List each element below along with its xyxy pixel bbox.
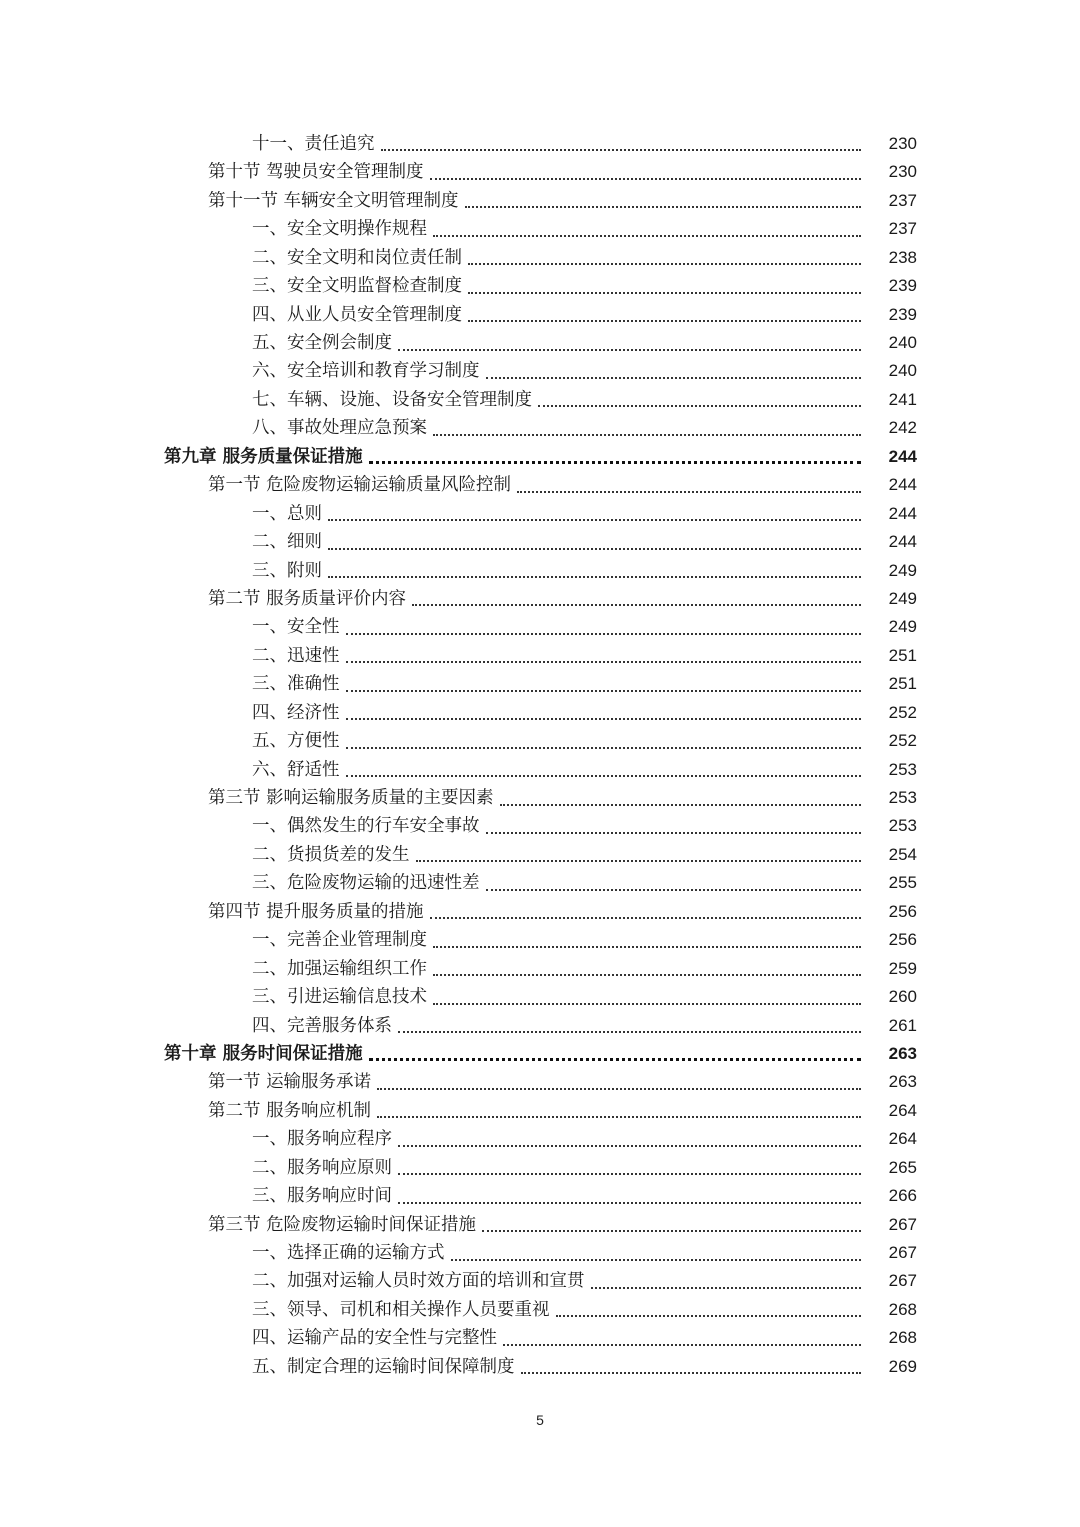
toc-entry-page-number: 244: [888, 475, 917, 495]
toc-section-entry[interactable]: [0, 898, 1080, 926]
dot-leader: [398, 1030, 861, 1033]
toc-subsection-entry[interactable]: [0, 727, 1080, 755]
toc-section-entry[interactable]: [0, 471, 1080, 499]
toc-chapter-entry[interactable]: [0, 1040, 1080, 1068]
toc-section-entry[interactable]: [0, 585, 1080, 613]
toc-entry-page-number: 252: [888, 731, 917, 751]
toc-entry-title: 八、事故处理应急预案: [252, 418, 427, 439]
toc-entry-title: 三、危险废物运输的迅速性差: [252, 873, 480, 894]
dot-leader: [377, 1115, 861, 1118]
toc-entry-page-number: 251: [888, 645, 917, 665]
toc-entry-title: 三、附则: [252, 560, 322, 581]
toc-entry-page-number: 265: [888, 1157, 917, 1177]
toc-section-entry[interactable]: [0, 158, 1080, 186]
dot-leader: [346, 717, 862, 720]
toc-entry-title: 二、迅速性: [252, 645, 340, 666]
toc-entry-title: 第一节 运输服务承诺: [208, 1072, 372, 1093]
dot-leader: [538, 404, 861, 407]
toc-entry-page-number: 249: [888, 588, 917, 608]
toc-entry-page-number: 230: [888, 162, 917, 182]
toc-subsection-entry[interactable]: [0, 955, 1080, 983]
dot-leader: [377, 1087, 861, 1090]
toc-entry-page-number: 267: [888, 1243, 917, 1263]
toc-subsection-entry[interactable]: [0, 1296, 1080, 1324]
toc-section-entry[interactable]: [0, 1097, 1080, 1125]
toc-entry-title: 第二节 服务响应机制: [208, 1100, 372, 1121]
toc-subsection-entry[interactable]: [0, 130, 1080, 158]
dot-leader: [433, 234, 861, 237]
toc-entry-title: 第十一节 车辆安全文明管理制度: [208, 190, 459, 211]
toc-subsection-entry[interactable]: [0, 1125, 1080, 1153]
toc-entry-page-number: 237: [888, 190, 917, 210]
toc-entry-title: 三、服务响应时间: [252, 1186, 392, 1207]
toc-entry-page-number: 269: [888, 1356, 917, 1376]
toc-subsection-entry[interactable]: [0, 528, 1080, 556]
toc-entry-page-number: 244: [888, 503, 917, 523]
toc-subsection-entry[interactable]: [0, 329, 1080, 357]
toc-entry-title: 四、运输产品的安全性与完整性: [252, 1328, 497, 1349]
toc-subsection-entry[interactable]: [0, 1012, 1080, 1040]
toc-entry-title: 一、选择正确的运输方式: [252, 1243, 445, 1264]
toc-subsection-entry[interactable]: [0, 642, 1080, 670]
toc-entry-title: 二、细则: [252, 532, 322, 553]
dot-leader: [369, 1057, 861, 1061]
toc-subsection-entry[interactable]: [0, 1239, 1080, 1267]
dot-leader: [328, 518, 861, 521]
toc-entry-title: 三、引进运输信息技术: [252, 987, 427, 1008]
toc-entry-title: 一、安全性: [252, 617, 340, 638]
toc-subsection-entry[interactable]: [0, 215, 1080, 243]
toc-entry-page-number: 263: [888, 1043, 917, 1063]
toc-subsection-entry[interactable]: [0, 983, 1080, 1011]
toc-entry-title: 五、方便性: [252, 731, 340, 752]
toc-entry-page-number: 239: [888, 276, 917, 296]
toc-subsection-entry[interactable]: [0, 272, 1080, 300]
toc-entry-title: 十一、责任追究: [252, 133, 375, 154]
toc-entry-page-number: 268: [888, 1299, 917, 1319]
toc-entry-page-number: 249: [888, 617, 917, 637]
dot-leader: [346, 632, 862, 635]
toc-entry-page-number: 261: [888, 1015, 917, 1035]
dot-leader: [398, 348, 861, 351]
dot-leader: [328, 575, 861, 578]
page-number: 5: [536, 1412, 544, 1428]
dot-leader: [556, 1314, 862, 1317]
dot-leader: [433, 433, 861, 436]
dot-leader: [398, 1172, 861, 1175]
dot-leader: [346, 746, 862, 749]
toc-entry-page-number: 237: [888, 219, 917, 239]
toc-section-entry[interactable]: [0, 1211, 1080, 1239]
dot-leader: [346, 660, 862, 663]
toc-entry-title: 一、服务响应程序: [252, 1129, 392, 1150]
dot-leader: [451, 1258, 862, 1261]
toc-entry-title: 三、安全文明监督检查制度: [252, 276, 462, 297]
dot-leader: [465, 205, 861, 208]
dot-leader: [398, 1201, 861, 1204]
toc-entry-page-number: 251: [888, 674, 917, 694]
dot-leader: [381, 148, 862, 151]
toc-subsection-entry[interactable]: [0, 500, 1080, 528]
toc-entry-page-number: 240: [888, 333, 917, 353]
dot-leader: [500, 803, 861, 806]
toc-entry-title: 六、安全培训和教育学习制度: [252, 361, 480, 382]
toc-entry-title: 四、完善服务体系: [252, 1015, 392, 1036]
toc-entry-title: 七、车辆、设施、设备安全管理制度: [252, 389, 532, 410]
dot-leader: [346, 689, 862, 692]
dot-leader: [346, 774, 862, 777]
toc-entry-title: 四、从业人员安全管理制度: [252, 304, 462, 325]
toc-entry-page-number: 244: [888, 446, 917, 466]
toc-subsection-entry[interactable]: [0, 670, 1080, 698]
toc-entry-page-number: 230: [888, 133, 917, 153]
toc-entry-title: 第九章 服务质量保证措施: [164, 446, 363, 467]
toc-entry-title: 二、货损货差的发生: [252, 844, 410, 865]
toc-subsection-entry[interactable]: [0, 414, 1080, 442]
dot-leader: [398, 1144, 861, 1147]
toc-subsection-entry[interactable]: [0, 756, 1080, 784]
toc-subsection-entry[interactable]: [0, 613, 1080, 641]
toc-entry-page-number: 256: [888, 901, 917, 921]
toc-entry-page-number: 256: [888, 930, 917, 950]
dot-leader: [521, 1371, 862, 1374]
toc-entry-page-number: 240: [888, 361, 917, 381]
dot-leader: [486, 376, 862, 379]
toc-chapter-entry[interactable]: [0, 443, 1080, 471]
toc-subsection-entry[interactable]: [0, 1268, 1080, 1296]
toc-entry-page-number: 264: [888, 1100, 917, 1120]
toc-section-entry[interactable]: [0, 1068, 1080, 1096]
toc-subsection-entry[interactable]: [0, 869, 1080, 897]
dot-leader: [328, 547, 861, 550]
toc-entry-page-number: 242: [888, 418, 917, 438]
dot-leader: [591, 1286, 862, 1289]
toc-entry-page-number: 244: [888, 532, 917, 552]
toc-entry-page-number: 253: [888, 759, 917, 779]
toc-subsection-entry[interactable]: [0, 926, 1080, 954]
toc-subsection-entry[interactable]: [0, 1324, 1080, 1352]
dot-leader: [468, 319, 861, 322]
toc-subsection-entry[interactable]: [0, 1182, 1080, 1210]
toc-entry-page-number: 259: [888, 958, 917, 978]
toc-subsection-entry[interactable]: [0, 244, 1080, 272]
toc-entry-page-number: 266: [888, 1186, 917, 1206]
dot-leader: [412, 603, 861, 606]
toc-entry-title: 五、安全例会制度: [252, 333, 392, 354]
toc-section-entry[interactable]: [0, 187, 1080, 215]
toc-subsection-entry[interactable]: [0, 841, 1080, 869]
toc-entry-title: 五、制定合理的运输时间保障制度: [252, 1356, 515, 1377]
toc-entry-title: 一、安全文明操作规程: [252, 219, 427, 240]
dot-leader: [430, 916, 861, 919]
dot-leader: [433, 1002, 861, 1005]
dot-leader: [369, 460, 861, 464]
dot-leader: [482, 1229, 861, 1232]
toc-entry-title: 四、经济性: [252, 702, 340, 723]
toc-entry-page-number: 267: [888, 1214, 917, 1234]
toc-entry-title: 三、准确性: [252, 674, 340, 695]
toc-entry-page-number: 241: [888, 389, 917, 409]
table-of-contents: [0, 130, 1080, 1381]
dot-leader: [468, 291, 861, 294]
toc-entry-page-number: 254: [888, 844, 917, 864]
toc-entry-page-number: 260: [888, 987, 917, 1007]
toc-entry-page-number: 268: [888, 1328, 917, 1348]
toc-entry-title: 第三节 影响运输服务质量的主要因素: [208, 788, 494, 809]
toc-entry-page-number: 239: [888, 304, 917, 324]
toc-entry-title: 二、加强运输组织工作: [252, 958, 427, 979]
dot-leader: [416, 859, 862, 862]
dot-leader: [433, 973, 861, 976]
dot-leader: [486, 888, 862, 891]
toc-entry-page-number: 253: [888, 788, 917, 808]
toc-entry-title: 六、舒适性: [252, 759, 340, 780]
toc-entry-title: 第四节 提升服务质量的措施: [208, 901, 424, 922]
toc-entry-title: 一、偶然发生的行车安全事故: [252, 816, 480, 837]
toc-subsection-entry[interactable]: [0, 386, 1080, 414]
toc-subsection-entry[interactable]: [0, 699, 1080, 727]
toc-subsection-entry[interactable]: [0, 813, 1080, 841]
toc-entry-page-number: 264: [888, 1129, 917, 1149]
dot-leader: [468, 262, 861, 265]
toc-entry-title: 第三节 危险废物运输时间保证措施: [208, 1214, 477, 1235]
toc-subsection-entry[interactable]: [0, 1154, 1080, 1182]
toc-subsection-entry[interactable]: [0, 301, 1080, 329]
dot-leader: [517, 490, 861, 493]
toc-entry-title: 二、加强对运输人员时效方面的培训和宣贯: [252, 1271, 585, 1292]
dot-leader: [486, 831, 862, 834]
toc-entry-page-number: 255: [888, 873, 917, 893]
toc-entry-page-number: 249: [888, 560, 917, 580]
toc-subsection-entry[interactable]: [0, 557, 1080, 585]
toc-entry-title: 第十节 驾驶员安全管理制度: [208, 162, 424, 183]
toc-entry-title: 第十章 服务时间保证措施: [164, 1043, 363, 1064]
toc-entry-title: 第二节 服务质量评价内容: [208, 588, 407, 609]
toc-entry-title: 一、总则: [252, 503, 322, 524]
toc-entry-page-number: 263: [888, 1072, 917, 1092]
toc-entry-title: 第一节 危险废物运输运输质量风险控制: [208, 475, 512, 496]
dot-leader: [503, 1343, 861, 1346]
toc-entry-page-number: 252: [888, 702, 917, 722]
toc-section-entry[interactable]: [0, 784, 1080, 812]
toc-entry-page-number: 253: [888, 816, 917, 836]
toc-entry-title: 三、领导、司机和相关操作人员要重视: [252, 1299, 550, 1320]
toc-subsection-entry[interactable]: [0, 358, 1080, 386]
toc-entry-page-number: 238: [888, 247, 917, 267]
toc-subsection-entry[interactable]: [0, 1353, 1080, 1381]
toc-entry-title: 二、安全文明和岗位责任制: [252, 247, 462, 268]
toc-entry-page-number: 267: [888, 1271, 917, 1291]
dot-leader: [430, 177, 861, 180]
dot-leader: [433, 945, 861, 948]
toc-entry-title: 一、完善企业管理制度: [252, 930, 427, 951]
toc-entry-title: 二、服务响应原则: [252, 1157, 392, 1178]
